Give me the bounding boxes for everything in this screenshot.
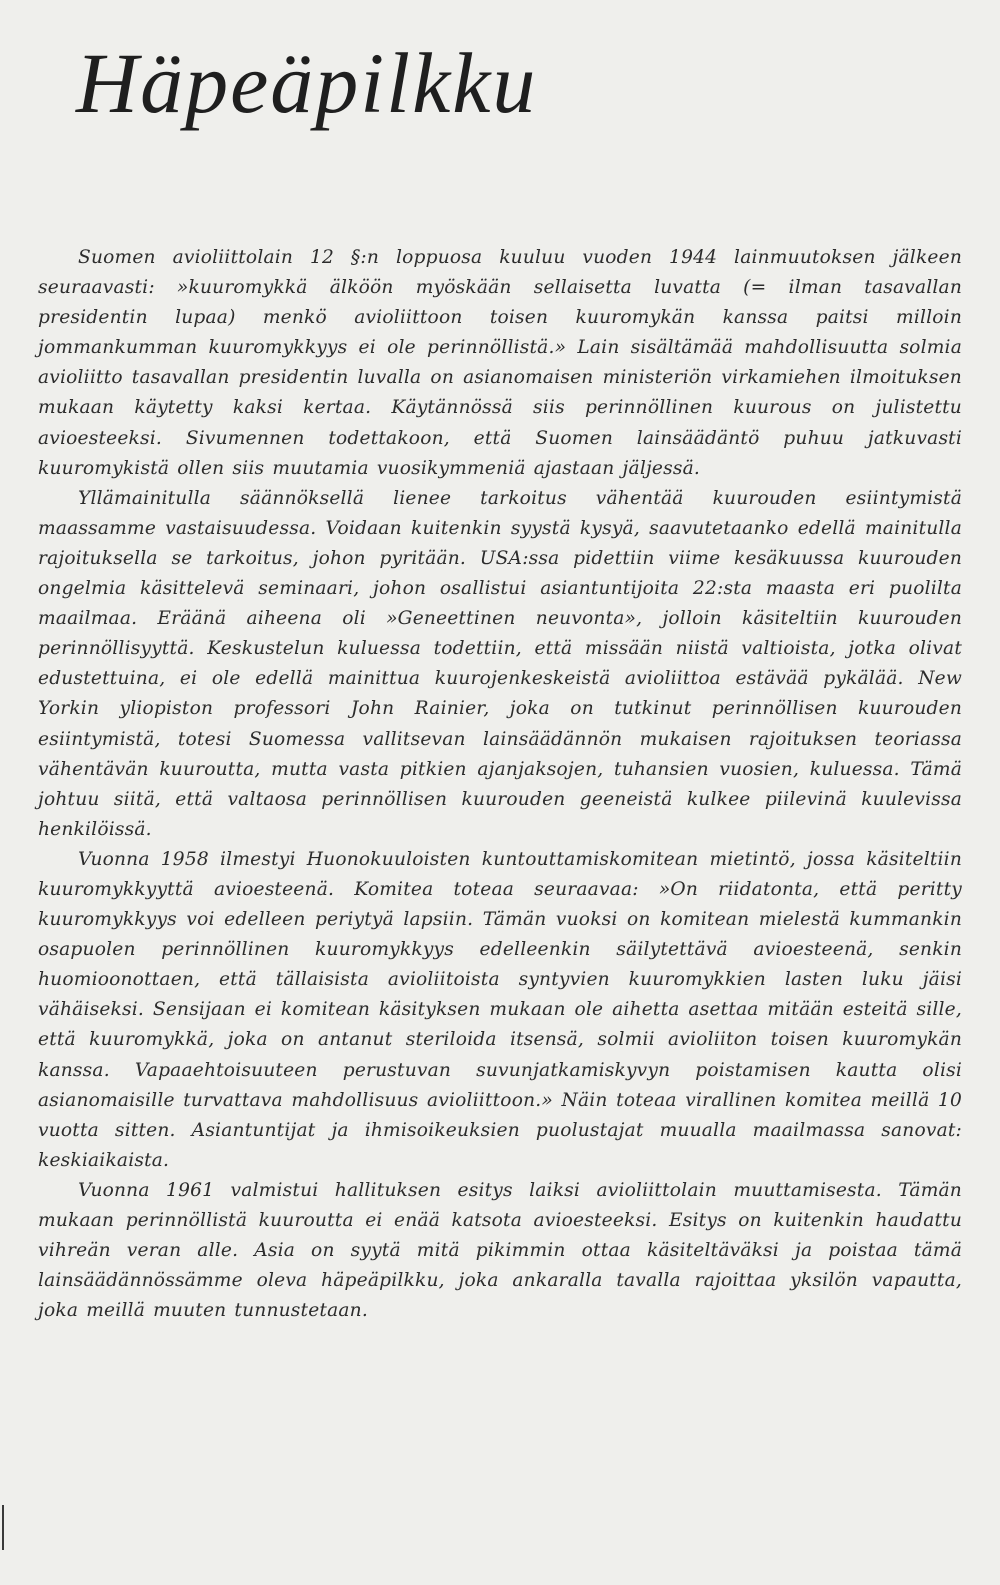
paragraph-2: Yllämainitulla säännöksellä lienee tarkoitus vähentää kuurouden esiintymistä maassamme vastaisuudessa. Voidaan kuitenkin syystä kysyä, saavutetaanko edellä mainitulla rajoituksella se tarkoitus, johon pyritään. USA:ssa pidettiin viime kesäkuussa kuurouden ongelmia käsittelevä seminaari, johon osallistui asiantuntijoita 22:sta maasta eri puolilta maailmaa. Eräänä aiheena oli »Geneettinen neuvonta», jolloin käsiteltiin kuurouden perinnöllisyyttä. Keskustelun kuluessa todettiin, että missään niistä valtioista, jotka olivat edustettuina, ei ole edellä mainittua kuurojenkeskeistä avioliittoa estävää pykälää. New Yorkin yliopiston professori John Rainier, joka on tutkinut perinnöllisen kuurouden esiintymistä, totesi Suomessa vallitsevan lainsäädännön mukaisen rajoituksen teoriassa vähentävän kuuroutta, mutta vasta pitkien ajanjaksojen, tuhansien vuosien, kuluessa. Tämä johtuu siitä, että valtaosa perinnöllisen kuurouden geeneistä kulkee piilevinä kuulevissa henkilöissä.	[38, 487, 962, 840]
article-title: Häpeäpilkku	[76, 35, 538, 131]
page-edge-rule	[2, 1505, 4, 1550]
paragraph-3: Vuonna 1958 ilmestyi Huonokuuloisten kuntouttamiskomitean mietintö, jossa käsiteltiin kuuromykkyyttä avioesteenä. Komitea toteaa seuraavaa: »On riidatonta, että peritty kuuromykkyys voi edelleen periytyä lapsiin. Tämän vuoksi on komitean mielestä kummankin osapuolen perinnöllinen kuuromykkyys edelleenkin säilytettävä avioesteenä, senkin huomioonottaen, että tällaisista avioliitoista syntyvien kuuromykkien lasten luku jäisi vähäiseksi. Sensijaan ei komitean käsityksen mukaan ole aihetta asettaa mitään esteitä sille, että kuuromykkä, joka on antanut steriloida itsensä, solmii avioliiton toisen kuuromykän kanssa. Vapaaehtoisuuteen perustuvan suvunjatkamiskyvyn poistamisen kautta olisi asianomaisille turvattava mahdollisuus avioliittoon.» Näin toteaa virallinen komitea meillä 10 vuotta sitten. Asiantuntijat ja ihmisoikeuksien puolustajat muualla maailmassa sanovat: keskiaikaista.	[38, 848, 962, 1171]
article-body	[38, 243, 962, 1326]
paragraph-4: Vuonna 1961 valmistui hallituksen esitys laiksi avioliittolain muuttamisesta. Tämän mukaan perinnöllistä kuuroutta ei enää katsota avioesteeksi. Esitys on kuitenkin haudattu vihreän veran alle. Asia on syytä mitä pikimmin ottaa käsiteltäväksi ja poistaa tämä lainsäädännössämme oleva häpeäpilkku, joka ankaralla tavalla rajoittaa yksilön vapautta, joka meillä muuten tunnustetaan.	[38, 1179, 962, 1322]
paragraph-1: Suomen avioliittolain 12 §:n loppuosa kuuluu vuoden 1944 lainmuutoksen jälkeen seuraavasti: »kuuromykkä älköön myöskään sellaisetta luvatta (= ilman tasavallan presidentin lupaa) menkö avioliittoon toisen kuuromykän kanssa paitsi milloin jommankumman kuuromykkyys ei ole perinnöllistä.» Lain sisältämää mahdollisuutta solmia avioliitto tasavallan presidentin luvalla on asianomaisen ministeriön virkamiehen ilmoituksen mukaan käytetty kaksi kertaa. Käytännössä siis perinnöllinen kuurous on julistettu avioesteeksi. Sivumennen todettakoon, että Suomen lainsäädäntö puhuu jatkuvasti kuuromykistä ollen siis muutamia vuosikymmeniä ajastaan jäljessä.	[38, 247, 962, 479]
